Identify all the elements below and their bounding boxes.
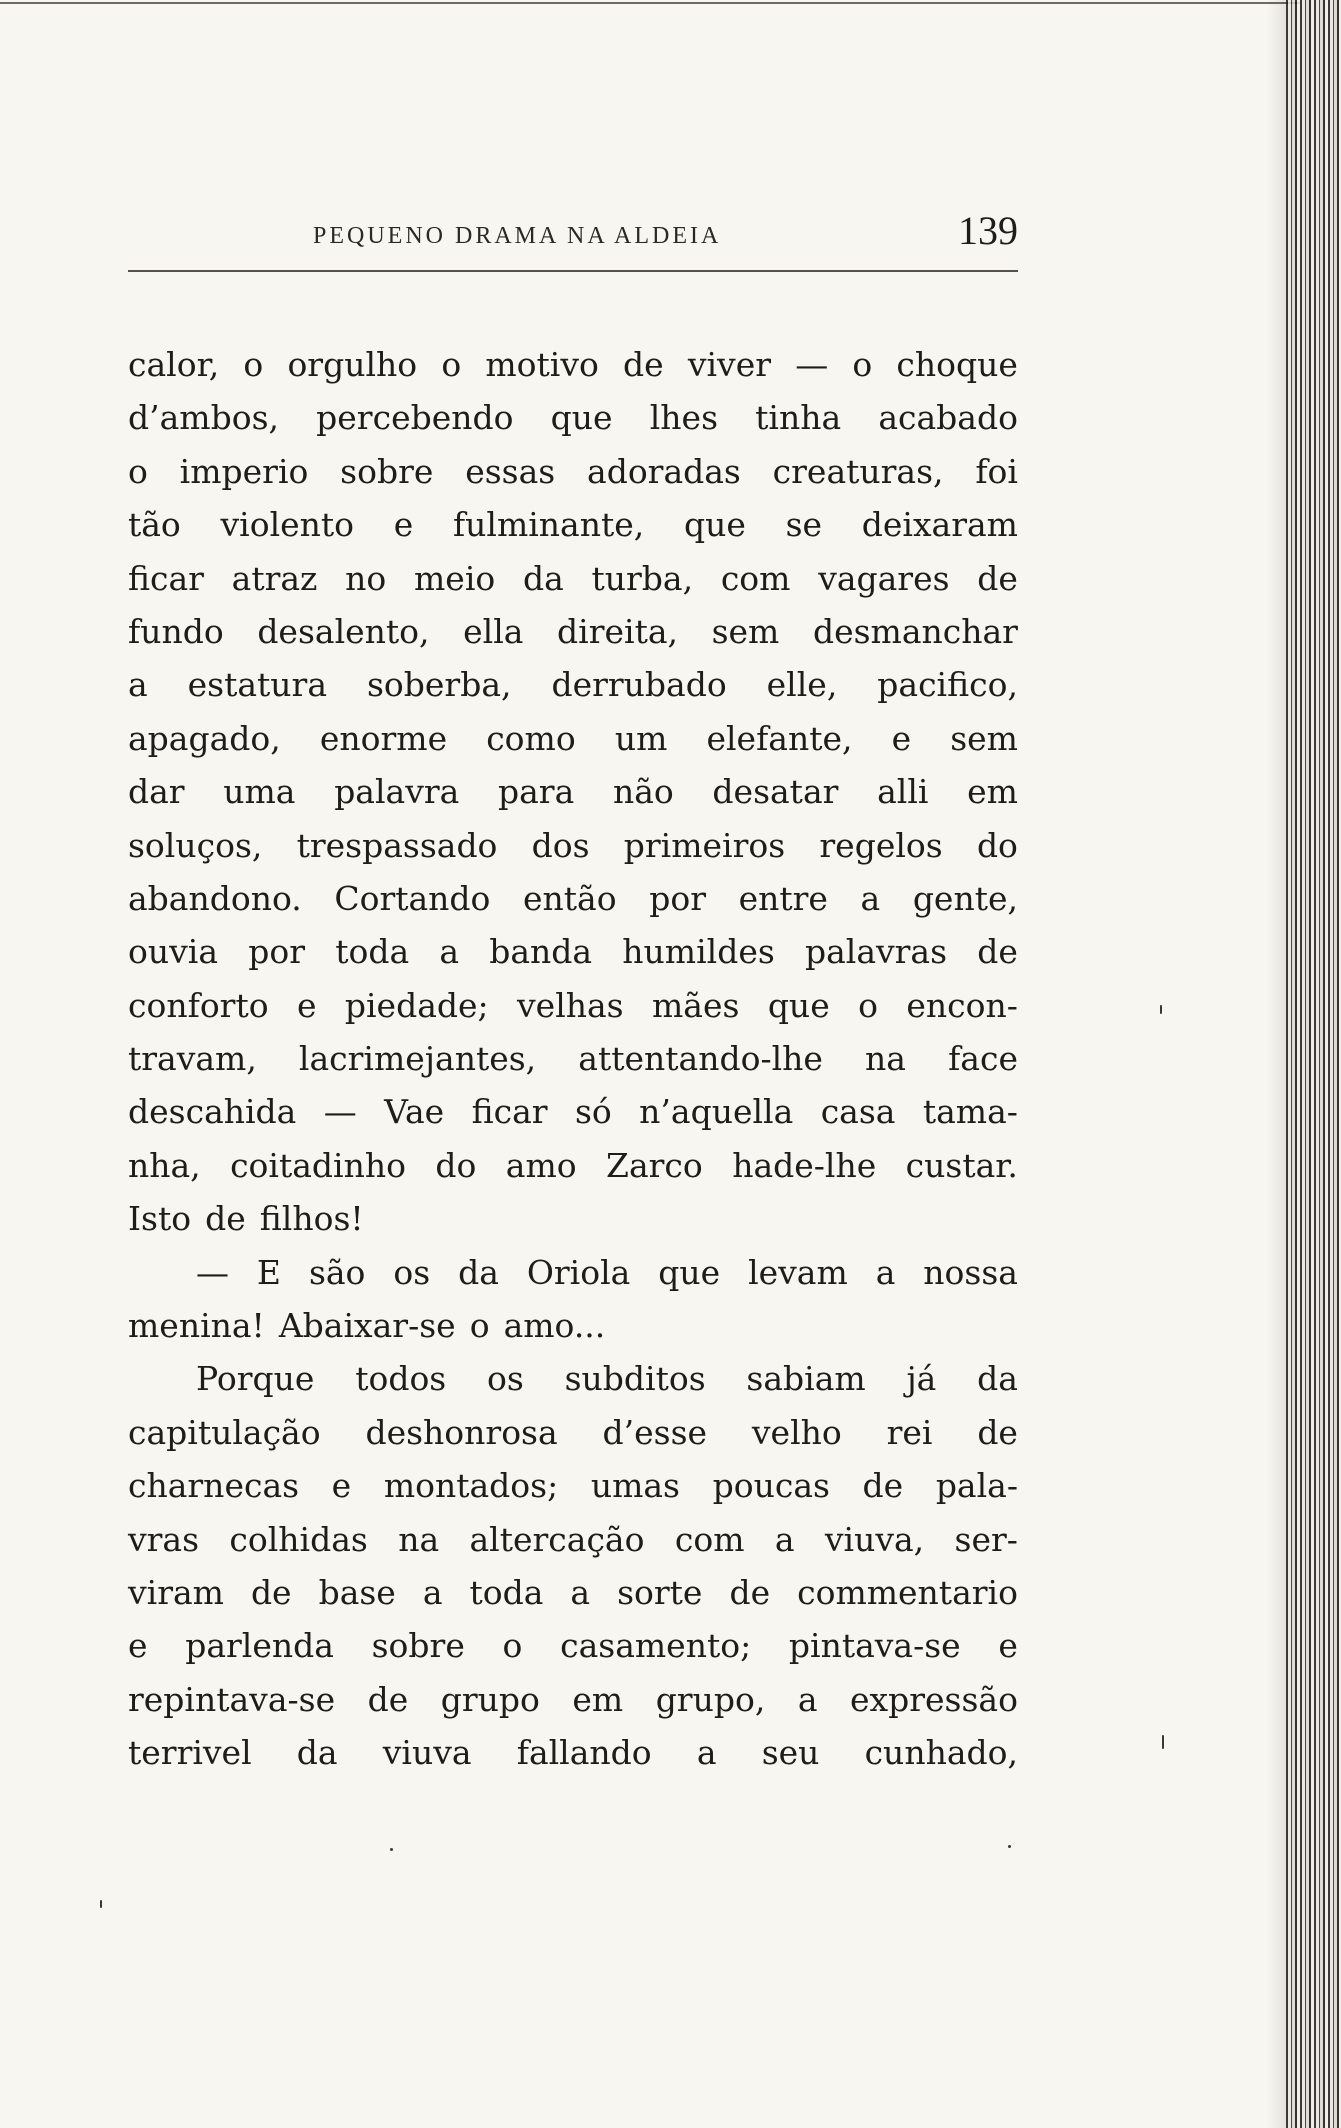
- word: Vae: [384, 1092, 445, 1132]
- word: conforto: [128, 985, 269, 1025]
- page-top-edge: [0, 2, 1300, 4]
- spine-shadow: [1266, 0, 1286, 2128]
- word: levam: [748, 1252, 848, 1292]
- word: em: [967, 772, 1018, 812]
- text-line: [128, 1246, 1018, 1299]
- text-line: [128, 712, 1018, 765]
- word: o: [858, 985, 878, 1025]
- word: face: [948, 1039, 1018, 1079]
- word: direita,: [557, 611, 678, 651]
- word: amo: [505, 1145, 577, 1185]
- word: sobre: [371, 1626, 465, 1666]
- word: choque: [896, 345, 1018, 384]
- word: sabiam: [746, 1359, 866, 1399]
- word: attentando-lhe: [578, 1039, 823, 1079]
- word: velhas: [517, 985, 624, 1025]
- word: ouvia: [128, 932, 218, 972]
- word: sobre: [340, 451, 434, 491]
- running-title: PEQUENO DRAMA NA ALDEIA: [313, 223, 722, 249]
- word: casamento;: [560, 1626, 752, 1666]
- word: meio: [414, 558, 496, 598]
- word: —: [795, 345, 829, 384]
- word: elefante,: [706, 718, 853, 758]
- word: n’aquella: [639, 1092, 794, 1132]
- header-rule: [128, 270, 1018, 272]
- word: com: [720, 558, 791, 598]
- word: por: [649, 878, 706, 918]
- word: os: [393, 1252, 431, 1292]
- word: calor,: [128, 345, 220, 384]
- word: —: [196, 1252, 229, 1292]
- running-header: [128, 205, 1018, 265]
- word: vagares: [818, 558, 950, 598]
- word: como: [486, 718, 576, 758]
- word: dar: [128, 772, 185, 812]
- word: grupo,: [655, 1679, 766, 1719]
- word: banda: [489, 932, 593, 972]
- paper-speck: [390, 1848, 393, 1851]
- word: a: [875, 1252, 896, 1292]
- word: motivo: [485, 345, 599, 384]
- text-line: [128, 1513, 1018, 1566]
- word: no: [345, 558, 387, 598]
- word: da: [296, 1733, 338, 1773]
- text-line: [128, 1139, 1018, 1192]
- word: —: [323, 1092, 357, 1132]
- word: deshonrosa: [365, 1412, 558, 1452]
- paper-speck: [1160, 1005, 1162, 1014]
- word: estatura: [187, 665, 328, 705]
- word: soluços,: [128, 825, 263, 865]
- word: e: [891, 718, 912, 758]
- word: fundo: [128, 611, 224, 651]
- word: palavras: [804, 932, 948, 972]
- word: então: [523, 878, 617, 918]
- word: toda: [469, 1572, 544, 1612]
- word: do: [435, 1145, 477, 1185]
- word: ser-: [954, 1519, 1018, 1559]
- word: pala-: [935, 1466, 1018, 1506]
- word: só: [574, 1092, 612, 1132]
- word: o: [469, 1306, 490, 1346]
- word: a: [570, 1572, 591, 1612]
- word: Porque: [196, 1359, 315, 1399]
- word: commentario: [797, 1572, 1018, 1612]
- word: regelos: [819, 825, 943, 865]
- word: vras: [128, 1519, 200, 1559]
- text-line: [128, 1459, 1018, 1512]
- text-line: [128, 1085, 1018, 1138]
- word: em: [572, 1679, 624, 1719]
- word: a: [797, 1679, 818, 1719]
- word: e: [296, 985, 317, 1025]
- word: nossa: [923, 1252, 1018, 1292]
- word: de: [729, 1572, 771, 1612]
- word: o: [441, 345, 462, 384]
- word: Isto: [128, 1199, 192, 1239]
- word: montados;: [383, 1466, 559, 1506]
- word: um: [614, 718, 668, 758]
- word: encon-: [906, 985, 1018, 1025]
- word: cunhado,: [864, 1733, 1018, 1773]
- word: de: [205, 1199, 246, 1239]
- word: de: [250, 1572, 292, 1612]
- book-spine: [1286, 0, 1341, 2128]
- body-text: [128, 338, 1018, 1780]
- word: de: [977, 932, 1018, 972]
- word: a: [860, 878, 881, 918]
- text-line: [128, 979, 1018, 1032]
- word: poucas: [712, 1466, 830, 1506]
- word: desatar: [712, 772, 839, 812]
- word: desmanchar: [812, 611, 1018, 651]
- word: lacrimejantes,: [298, 1039, 537, 1079]
- word: d’ambos,: [128, 398, 279, 438]
- word: pintava-se: [788, 1626, 961, 1666]
- word: e: [331, 1466, 352, 1506]
- word: imperio: [179, 451, 309, 491]
- word: Cortando: [334, 878, 491, 918]
- word: de: [977, 558, 1018, 598]
- text-line: [128, 391, 1018, 444]
- word: que: [550, 398, 613, 438]
- word: da: [977, 1359, 1018, 1399]
- word: viram: [128, 1572, 224, 1612]
- paper-speck: [1162, 1735, 1164, 1749]
- word: se: [785, 505, 823, 545]
- word: colhidas: [229, 1519, 368, 1559]
- word: o: [243, 345, 264, 384]
- word: atraz: [231, 558, 318, 598]
- word: grupo: [440, 1679, 540, 1719]
- word: capitulação: [128, 1412, 321, 1452]
- word: são: [308, 1252, 366, 1292]
- word: que: [767, 985, 830, 1025]
- word: rei: [886, 1412, 933, 1452]
- text-line: [128, 1352, 1018, 1405]
- word: ficar: [471, 1092, 548, 1132]
- word: custar.: [905, 1145, 1018, 1185]
- word: dos: [531, 825, 590, 865]
- text-line: [128, 1192, 1018, 1245]
- word: tinha: [755, 398, 842, 438]
- word: essas: [465, 451, 556, 491]
- word: sem: [950, 718, 1018, 758]
- word: fulminante,: [452, 505, 645, 545]
- word: o: [502, 1626, 523, 1666]
- word: por: [248, 932, 305, 972]
- word: com: [674, 1519, 745, 1559]
- word: que: [658, 1252, 721, 1292]
- word: alli: [877, 772, 929, 812]
- word: piedade;: [344, 985, 489, 1025]
- word: violento: [220, 505, 355, 545]
- text-line: [128, 338, 1018, 391]
- word: a: [422, 1572, 443, 1612]
- word: viuva: [382, 1733, 472, 1773]
- word: descahida: [128, 1092, 297, 1132]
- word: de: [862, 1466, 904, 1506]
- word: charnecas: [128, 1466, 300, 1506]
- word: já: [906, 1359, 937, 1399]
- word: mães: [652, 985, 740, 1025]
- word: desalento,: [257, 611, 430, 651]
- word: acabado: [878, 398, 1018, 438]
- text-line: [128, 498, 1018, 551]
- text-line: [128, 658, 1018, 711]
- word: a: [128, 665, 148, 705]
- text-line: [128, 1619, 1018, 1672]
- text-line: [128, 872, 1018, 925]
- word: a: [774, 1519, 795, 1559]
- word: casa: [820, 1092, 896, 1132]
- word: menina!: [128, 1306, 265, 1346]
- word: de: [977, 1412, 1018, 1452]
- word: terrivel: [128, 1733, 252, 1773]
- word: viuva,: [824, 1519, 925, 1559]
- word: percebendo: [316, 398, 514, 438]
- word: a: [439, 932, 460, 972]
- word: na: [865, 1039, 906, 1079]
- word: gente,: [912, 878, 1018, 918]
- word: elle,: [766, 665, 838, 705]
- word: orgulho: [287, 345, 418, 384]
- word: apagado,: [128, 718, 281, 758]
- word: não: [612, 772, 674, 812]
- word: ficar: [128, 558, 204, 598]
- word: soberba,: [366, 665, 512, 705]
- word: derrubado: [551, 665, 727, 705]
- word: o: [128, 451, 148, 491]
- text-line: [128, 819, 1018, 872]
- word: travam,: [128, 1039, 257, 1079]
- paper-speck: [1008, 1845, 1011, 1848]
- word: a: [696, 1733, 717, 1773]
- word: enorme: [319, 718, 448, 758]
- word: pacifico,: [877, 665, 1018, 705]
- word: viver: [687, 345, 772, 384]
- word: uma: [223, 772, 296, 812]
- word: de: [367, 1679, 409, 1719]
- word: deixaram: [861, 505, 1018, 545]
- word: que: [683, 505, 746, 545]
- word: e: [393, 505, 414, 545]
- page-number: 139: [958, 208, 1018, 253]
- word: lhes: [649, 398, 719, 438]
- word: primeiros: [623, 825, 786, 865]
- text-line: [128, 1726, 1018, 1779]
- word: foi: [975, 451, 1018, 491]
- word: d’esse: [602, 1412, 708, 1452]
- word: expressão: [849, 1679, 1018, 1719]
- text-line: [128, 1032, 1018, 1085]
- text-line: [128, 445, 1018, 498]
- word: palavra: [334, 772, 460, 812]
- word: coitadinho: [230, 1145, 406, 1185]
- text-line: [128, 1673, 1018, 1726]
- text-line: [128, 552, 1018, 605]
- word: o: [852, 345, 873, 384]
- word: Abaixar-se: [278, 1306, 456, 1346]
- word: tama-: [922, 1092, 1018, 1132]
- word: E: [256, 1252, 282, 1292]
- word: adoradas: [587, 451, 741, 491]
- word: creaturas,: [772, 451, 944, 491]
- word: e: [998, 1626, 1018, 1666]
- word: Oriola: [526, 1252, 631, 1292]
- word: de: [623, 345, 664, 384]
- text-line: [128, 1406, 1018, 1459]
- word: base: [318, 1572, 396, 1612]
- word: hade-lhe: [732, 1145, 877, 1185]
- text-line: [128, 1566, 1018, 1619]
- word: umas: [590, 1466, 680, 1506]
- word: altercação: [469, 1519, 645, 1559]
- paper-speck: [100, 1900, 102, 1908]
- word: na: [398, 1519, 440, 1559]
- word: da: [458, 1252, 499, 1292]
- word: seu: [761, 1733, 820, 1773]
- word: abandono.: [128, 878, 302, 918]
- word: sem: [711, 611, 780, 651]
- word: humildes: [622, 932, 775, 972]
- word: fallando: [516, 1733, 652, 1773]
- text-line: [128, 765, 1018, 818]
- word: toda: [335, 932, 410, 972]
- text-line: [128, 925, 1018, 978]
- word: trespassado: [296, 825, 498, 865]
- word: entre: [738, 878, 828, 918]
- word: ella: [463, 611, 524, 651]
- word: subditos: [564, 1359, 706, 1399]
- word: e: [128, 1626, 148, 1666]
- word: para: [498, 772, 575, 812]
- word: velho: [751, 1412, 842, 1452]
- word: parlenda: [185, 1626, 334, 1666]
- word: todos: [355, 1359, 447, 1399]
- word: do: [976, 825, 1018, 865]
- word: filhos!: [259, 1199, 364, 1239]
- word: turba,: [591, 558, 694, 598]
- word: tão: [128, 505, 181, 545]
- word: nha,: [128, 1145, 201, 1185]
- word: repintava-se: [128, 1679, 336, 1719]
- word: os: [487, 1359, 524, 1399]
- text-line: [128, 605, 1018, 658]
- word: sorte: [617, 1572, 703, 1612]
- text-line: [128, 1299, 1018, 1352]
- word: amo...: [503, 1306, 606, 1346]
- word: Zarco: [606, 1145, 703, 1185]
- word: da: [522, 558, 564, 598]
